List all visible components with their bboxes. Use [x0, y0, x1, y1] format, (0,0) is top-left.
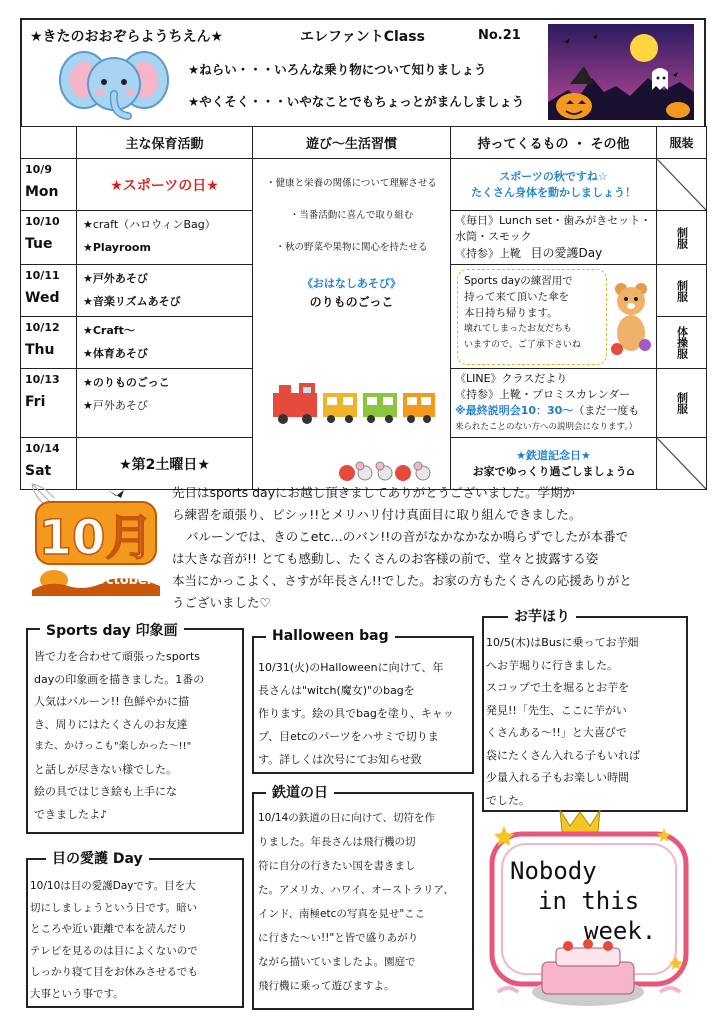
body-line: 10/5(木)はBusに乗ってお芋畑 — [486, 636, 639, 649]
note-line: Sports dayの練習用で — [464, 275, 573, 287]
body-line: 飛行機に乗って遊びますよ。 — [258, 980, 395, 992]
message-line: は大きな音が!! とても感動し、たくさんのお客様の前で、堂々と披露する姿 — [172, 551, 599, 566]
body-line: き、周りにはたくさんのお友達 — [34, 717, 188, 731]
dress-uniform: 制服 — [675, 392, 689, 414]
issue-number: No.21 — [478, 28, 521, 43]
body-line: くさんある～!!」と大喜びで — [486, 726, 627, 739]
body-line: と話しが尽きない様でした。 — [34, 762, 177, 776]
bring-tue — [451, 211, 657, 265]
october-month-label: 10月 — [38, 510, 154, 566]
body-line: 作ります。絵の具でbagを塗り、キャッ — [258, 707, 454, 720]
daily-items: 《毎日》Lunch set・歯みがきセット・水筒・スモック — [455, 214, 652, 243]
body-line: た。アメリカ、ハワイ、オーストラリア、 — [258, 884, 454, 896]
october-message — [172, 482, 697, 614]
activity-line: ★体育あそび — [83, 347, 148, 360]
train-icon — [269, 379, 439, 427]
sports-line2: たくさん身体を動かしましょう！ — [471, 185, 636, 199]
body-line: 符に自分の行きたい国を書きまし — [258, 860, 416, 872]
briefing-time: ※最終説明会10：30～ — [455, 404, 574, 417]
day-cell — [21, 317, 77, 369]
activity-line: ★のりものごっこ — [83, 376, 170, 389]
october-badge-icon — [28, 480, 168, 596]
dress-uniform: 制服 — [675, 226, 689, 249]
halloween-night-icon — [548, 24, 694, 120]
body-line: しっかり寝て目をお休みさせるでも — [30, 966, 198, 978]
aim-text: ★ねらい・・・いろんな乗り物について知りましょう — [188, 62, 487, 77]
body-line: ところや近い距離で本を読んだり — [30, 923, 188, 935]
day-weekday: Thu — [25, 342, 55, 358]
railway-title: 鉄道の日 — [266, 782, 334, 802]
body-line: す。詳しくは次号にてお知らせ致 — [258, 753, 422, 766]
body-line: 10/10は目の愛護Dayです。目を大 — [30, 880, 196, 892]
body-line: 少量入れる子もお楽しい時間 — [486, 771, 629, 784]
message-line: バルーンでは、きのこetc…のバン!!の音がなかなかなか鳴らずでしたが本番で — [186, 529, 629, 544]
imo-body — [486, 632, 686, 812]
dress-thu — [657, 317, 707, 369]
body-line: dayの印象画を描きました。1番の — [34, 672, 205, 686]
relax-note: お家でゆっくり過ごしましょう⌂ — [472, 464, 635, 478]
bring-items: 《持参》上靴・プロミスカレンダー — [455, 388, 631, 401]
day-cell — [21, 265, 77, 317]
day-weekday: Tue — [25, 236, 53, 252]
railway-day: ★鉄道記念日★ — [516, 448, 591, 462]
birthday-line: week. — [584, 917, 657, 945]
play-item: ・当番活動に喜んで取り組む — [289, 210, 414, 221]
day-weekday: Mon — [25, 184, 59, 200]
dress-mon — [657, 159, 707, 211]
briefing-note2: 来られたことのない方への説明会になります。） — [455, 422, 638, 432]
header-bring: 持ってくるもの ・ その他 — [451, 127, 657, 159]
body-line: ながら描いていましたよ。園庭で — [258, 956, 416, 968]
body-line: 発見!!「先生、ここに芋がい — [486, 703, 627, 717]
day-cell — [21, 159, 77, 211]
october-english-label: October — [94, 573, 154, 588]
play-column — [253, 159, 451, 490]
day-cell — [21, 369, 77, 438]
note-line: 持って来て頂いた傘を — [464, 291, 569, 303]
day-date: 10/13 — [25, 373, 60, 386]
elephant-icon — [58, 44, 170, 124]
dress-tue — [657, 211, 707, 265]
body-line: 10/14の鉄道の日に向けて、切符を作 — [258, 812, 436, 824]
sports-print-title: Sports day 印象画 — [40, 620, 184, 640]
birthday-message — [510, 856, 656, 946]
class-name: エレファントClass — [300, 29, 425, 45]
sports-line1: スポーツの秋ですね☆ — [499, 169, 608, 183]
birthday-line: Nobody — [510, 857, 597, 885]
day-date: 10/11 — [25, 269, 60, 282]
story-text: のりものごっこ — [309, 295, 394, 309]
message-line: 先日はsports dayにお越し頂きましてありがとうございました。学期か — [172, 485, 576, 500]
dress-fri — [657, 369, 707, 438]
activity-line: ★戸外あそび — [83, 399, 148, 412]
bring-label: 《持参》上靴 — [455, 247, 521, 260]
birthday-line: in this — [538, 887, 640, 915]
body-line: 皆で力を合わせて頑張ったsports — [34, 650, 201, 663]
body-line: 人気はバルーン!! 色鮮やかに描 — [34, 695, 190, 708]
railway-body — [258, 806, 472, 998]
eye-day-body — [30, 876, 242, 1005]
note-line: 壊れてしまったお友だちも — [464, 324, 573, 334]
dress-wed — [657, 265, 707, 317]
dress-uniform: 制服 — [675, 279, 689, 302]
line-news: 《LINE》クラスだより — [455, 372, 568, 385]
activity-line: ★戸外あそび — [83, 272, 148, 285]
activity-line: ★Craft～ — [83, 324, 135, 337]
day-cell — [21, 211, 77, 265]
story-title: 《おはなしあそび》 — [301, 277, 402, 290]
bear-icon — [609, 279, 653, 359]
day-date: 10/14 — [25, 442, 60, 455]
body-line: プ、目etcのパーツをハサミで切りま — [258, 730, 439, 743]
eye-day-title: 目の愛護 Day — [46, 848, 149, 868]
body-line: また、かけっこも"楽しかった～!!" — [34, 741, 192, 752]
briefing-note: （まだ一度も — [573, 404, 640, 417]
message-line: ら練習を頑張り、ピシッ!!とメリハリ付け真面目に取り組んできました。 — [172, 507, 582, 522]
body-line: りました。年長さんは飛行機の切 — [258, 836, 416, 848]
body-line: 絵の具ではじき絵も上手にな — [34, 785, 177, 798]
umbrella-note — [457, 269, 607, 365]
play-item: ・秋の野菜や果物に関心を持たせる — [275, 242, 428, 253]
dress-gym: 体操服 — [675, 326, 689, 359]
header-main-activity: 主な保育活動 — [77, 127, 253, 159]
body-line: でした。 — [486, 793, 530, 807]
note-line: いますので、ご了承下さいね — [464, 340, 581, 350]
weekly-schedule-table — [20, 126, 707, 490]
body-line: 切にしましょうという日です。暗い — [30, 901, 198, 914]
message-line: 本当にかっこよく、さすが年長さん!!でした。お家の方もたくさんの応援ありがと — [172, 573, 632, 588]
day-date: 10/9 — [25, 163, 52, 176]
body-line: できましたよ♪ — [34, 807, 108, 821]
day-weekday: Sat — [25, 463, 52, 479]
body-line: 袋にたくさん入れる子もいれば — [486, 748, 640, 762]
imo-title: お芋ほり — [508, 606, 576, 626]
body-line: 大事という事です。 — [30, 987, 124, 1000]
header-play: 遊び～生活習慣 — [253, 127, 451, 159]
day-date: 10/12 — [25, 321, 60, 334]
eye-day-note: 目の愛護Day — [530, 246, 603, 260]
day-weekday: Fri — [25, 394, 46, 410]
body-line: インド、南極etcの写真を見せ"ここ — [258, 908, 426, 920]
body-line: スコップで土を堀るとお芋を — [486, 681, 630, 694]
body-line: へお芋堀りに行きました。 — [486, 658, 618, 672]
note-line: 本日持ち帰ります。 — [464, 307, 558, 319]
body-line: 長さんは"witch(魔女)"のbagを — [258, 684, 415, 697]
activity-fri — [77, 369, 253, 438]
activity-line: ★音楽リズムあそび — [83, 295, 181, 308]
day-weekday: Wed — [25, 290, 60, 306]
mice-apples-icon — [339, 455, 439, 485]
activity-sat: ★第2土曜日★ — [77, 438, 253, 490]
play-item: ・健康と栄養の関係について理解させる — [266, 178, 437, 189]
bring-mon — [451, 159, 657, 211]
halloween-body — [258, 656, 472, 771]
activity-wed — [77, 265, 253, 317]
header-day — [21, 127, 77, 159]
bring-fri — [451, 369, 657, 438]
activity-thu — [77, 317, 253, 369]
activity-line: ★Playroom — [83, 241, 151, 254]
activity-tue — [77, 211, 253, 265]
school-name: ★きたのおおぞらようちえん★ — [30, 29, 224, 45]
body-line: テレビを見るのは目によくないので — [30, 944, 198, 957]
halloween-title: Halloween bag — [266, 628, 395, 644]
activity-line: ★craft（ハロウィンBag） — [83, 218, 216, 231]
message-line: うございました♡ — [172, 595, 271, 610]
body-line: に行きた～い!!"と皆で盛りあがり — [258, 932, 419, 944]
header-dress: 服装 — [657, 127, 707, 159]
body-line: 10/31(火)のHalloweenに向けて、年 — [258, 661, 444, 674]
promise-text: ★やくそく・・・いやなことでもちょっとがまんしましょう — [188, 94, 525, 109]
day-date: 10/10 — [25, 215, 60, 228]
bring-wed-thu — [451, 265, 657, 369]
activity-mon: ★スポーツの日★ — [77, 159, 253, 211]
sports-print-body — [34, 646, 242, 826]
